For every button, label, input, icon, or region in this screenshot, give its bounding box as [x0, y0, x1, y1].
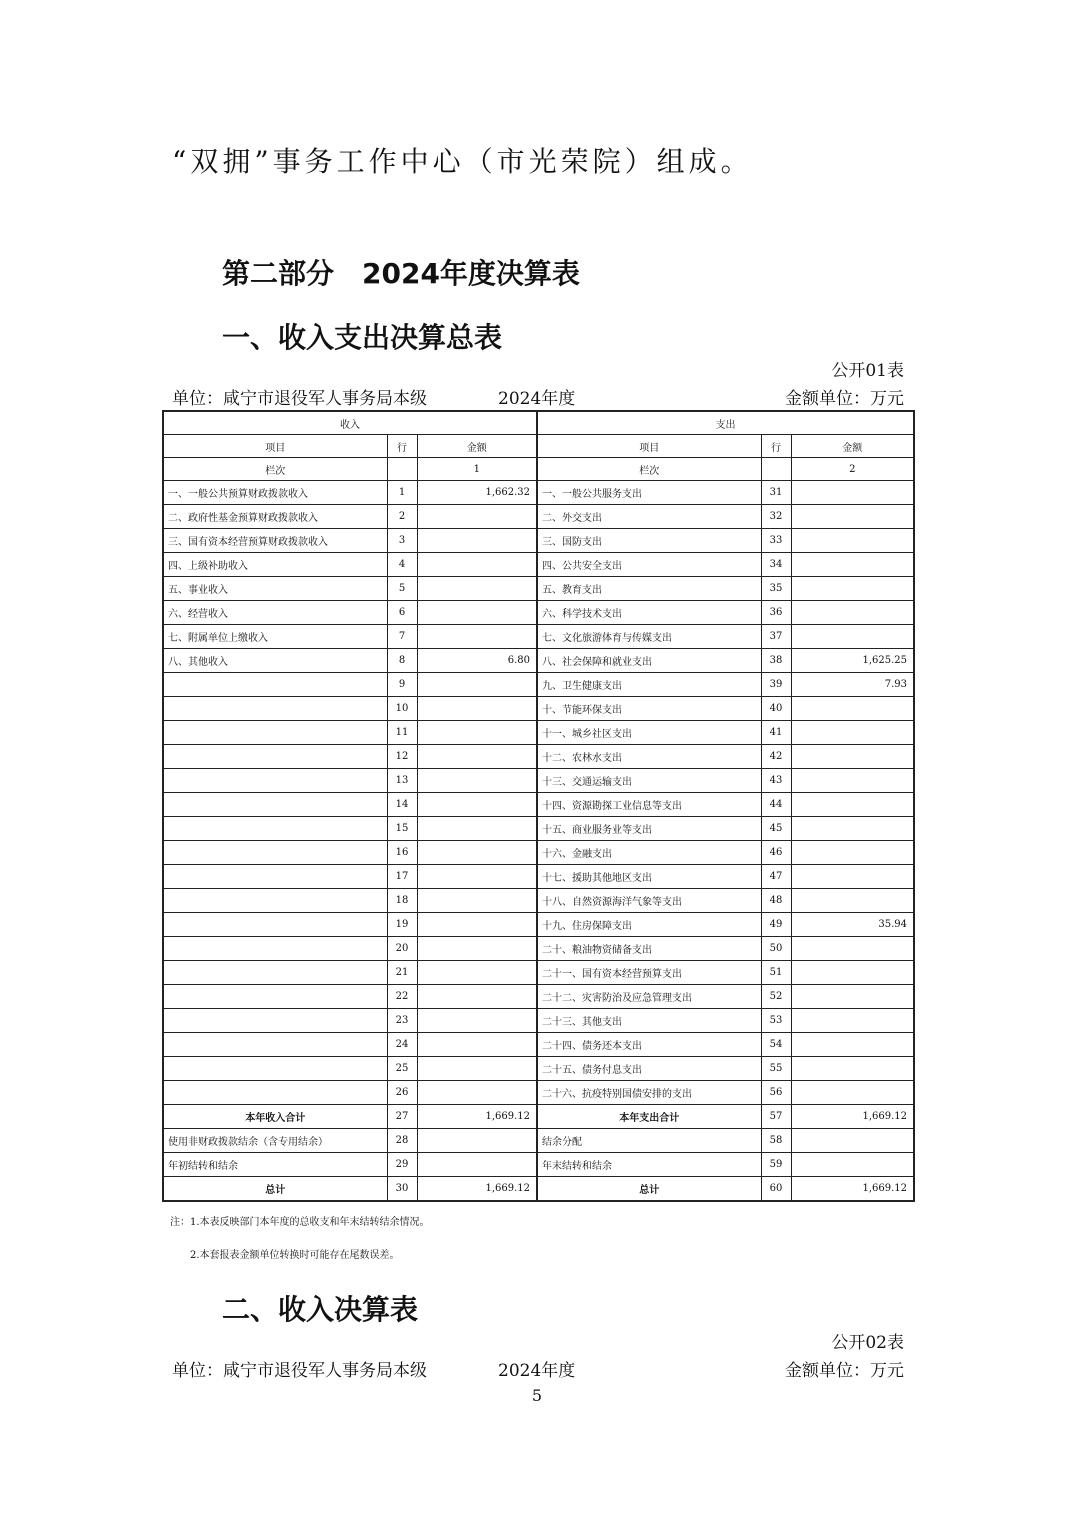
income-amount-cell: [417, 745, 537, 769]
table-row: [163, 913, 914, 937]
expense-item-cell: 十七、援助其他地区支出: [537, 865, 761, 889]
income-amount-cell: [417, 1081, 537, 1105]
expense-amount-cell: 1,669.12: [791, 1177, 914, 1202]
expense-line-cell: 58: [761, 1129, 791, 1153]
expense-item-cell: 二十三、其他支出: [537, 1009, 761, 1033]
table-total-row: [163, 1177, 914, 1202]
income-amount-cell: [417, 937, 537, 961]
income-item-cell: 总计: [163, 1177, 387, 1202]
table-row: [163, 1153, 914, 1177]
expense-amount-cell: [791, 865, 914, 889]
expense-amount-cell: [791, 553, 914, 577]
income-amount-cell: [417, 793, 537, 817]
expense-item-cell: 九、卫生健康支出: [537, 673, 761, 697]
income-amount-cell: [417, 817, 537, 841]
income-line-cell: 3: [387, 529, 417, 553]
table-row: [163, 1057, 914, 1081]
expense-item-cell: 十六、金融支出: [537, 841, 761, 865]
income-line-cell: 22: [387, 985, 417, 1009]
section1-year: 2024年度: [498, 389, 576, 409]
income-amount-cell: 1,669.12: [417, 1105, 537, 1129]
expense-amount-cell: 1,669.12: [791, 1105, 914, 1129]
expense-line-cell: 52: [761, 985, 791, 1009]
table-row: [163, 505, 914, 529]
expense-item-cell: 总计: [537, 1177, 761, 1202]
expense-item-cell: 二十五、债务付息支出: [537, 1057, 761, 1081]
expense-line-cell: 49: [761, 913, 791, 937]
income-amount-cell: [417, 577, 537, 601]
income-line-cell: 1: [387, 481, 417, 505]
income-item-cell: 一、一般公共预算财政拨款收入: [163, 481, 387, 505]
income-seq-label: 栏次: [163, 458, 387, 481]
income-line-cell: 28: [387, 1129, 417, 1153]
income-item-cell: [163, 721, 387, 745]
expense-item-cell: 结余分配: [537, 1129, 761, 1153]
income-item-header: 项目: [163, 435, 387, 458]
income-amount-cell: [417, 1009, 537, 1033]
section2-currency: 金额单位：万元: [785, 1361, 904, 1381]
income-amount-cell: [417, 697, 537, 721]
section2-table-no: 公开02表: [831, 1333, 904, 1353]
expense-amount-cell: [791, 985, 914, 1009]
expense-line-cell: 56: [761, 1081, 791, 1105]
expense-item-cell: 本年支出合计: [537, 1105, 761, 1129]
table-row: [163, 769, 914, 793]
income-item-cell: [163, 937, 387, 961]
table-group-header-row: [163, 411, 914, 435]
income-amount-cell: [417, 985, 537, 1009]
table-seq-row: [163, 458, 914, 481]
expense-amount-cell: [791, 1033, 914, 1057]
income-amount-cell: [417, 889, 537, 913]
expense-item-cell: 五、教育支出: [537, 577, 761, 601]
expense-amount-cell: [791, 1081, 914, 1105]
income-line-cell: 2: [387, 505, 417, 529]
income-seq-empty: [387, 458, 417, 481]
expense-amount-cell: [791, 1129, 914, 1153]
expense-amount-cell: [791, 937, 914, 961]
section1-unit: 单位：咸宁市退役军人事务局本级: [172, 389, 427, 409]
income-amount-cell: [417, 505, 537, 529]
income-line-cell: 10: [387, 697, 417, 721]
income-line-header: 行: [387, 435, 417, 458]
income-line-cell: 4: [387, 553, 417, 577]
income-item-cell: [163, 985, 387, 1009]
expense-line-cell: 45: [761, 817, 791, 841]
expense-item-cell: 一、一般公共服务支出: [537, 481, 761, 505]
income-item-cell: [163, 817, 387, 841]
income-line-cell: 19: [387, 913, 417, 937]
expense-amount-cell: [791, 1009, 914, 1033]
income-line-cell: 25: [387, 1057, 417, 1081]
income-line-cell: 29: [387, 1153, 417, 1177]
table-row: [163, 577, 914, 601]
income-line-cell: 18: [387, 889, 417, 913]
expense-line-cell: 35: [761, 577, 791, 601]
income-line-cell: 13: [387, 769, 417, 793]
expense-line-cell: 46: [761, 841, 791, 865]
table-row: [163, 697, 914, 721]
expense-line-cell: 41: [761, 721, 791, 745]
table-column-header-row: [163, 435, 914, 458]
expense-item-cell: 八、社会保障和就业支出: [537, 649, 761, 673]
income-item-cell: [163, 913, 387, 937]
income-line-cell: 15: [387, 817, 417, 841]
income-item-cell: 使用非财政拨款结余（含专用结余）: [163, 1129, 387, 1153]
expense-amount-cell: [791, 745, 914, 769]
income-amount-cell: [417, 769, 537, 793]
income-line-cell: 26: [387, 1081, 417, 1105]
expense-line-cell: 40: [761, 697, 791, 721]
expense-line-cell: 53: [761, 1009, 791, 1033]
expense-item-cell: 十、节能环保支出: [537, 697, 761, 721]
income-line-cell: 5: [387, 577, 417, 601]
income-item-cell: 五、事业收入: [163, 577, 387, 601]
income-amount-cell: [417, 1033, 537, 1057]
income-item-cell: 七、附属单位上缴收入: [163, 625, 387, 649]
section2-title: 二、收入决算表: [222, 1293, 419, 1326]
expense-item-cell: 十二、农林水支出: [537, 745, 761, 769]
expense-seq-label: 栏次: [537, 458, 761, 481]
income-amount-cell: [417, 625, 537, 649]
income-line-cell: 30: [387, 1177, 417, 1202]
income-line-cell: 9: [387, 673, 417, 697]
income-line-cell: 27: [387, 1105, 417, 1129]
expense-amount-cell: 35.94: [791, 913, 914, 937]
income-item-cell: 八、其他收入: [163, 649, 387, 673]
table-row: [163, 1033, 914, 1057]
income-item-cell: [163, 841, 387, 865]
income-amount-cell: [417, 529, 537, 553]
expense-item-cell: 二十一、国有资本经营预算支出: [537, 961, 761, 985]
expense-item-cell: 六、科学技术支出: [537, 601, 761, 625]
income-line-cell: 16: [387, 841, 417, 865]
expense-item-cell: 十三、交通运输支出: [537, 769, 761, 793]
section1-table-no: 公开01表: [831, 361, 904, 381]
income-amount-cell: [417, 913, 537, 937]
income-item-cell: 六、经营收入: [163, 601, 387, 625]
expense-amount-cell: [791, 577, 914, 601]
income-amount-cell: [417, 841, 537, 865]
expense-line-cell: 42: [761, 745, 791, 769]
expense-amount-cell: 7.93: [791, 673, 914, 697]
income-item-cell: [163, 673, 387, 697]
income-header: 收入: [163, 411, 537, 435]
table-row: [163, 553, 914, 577]
income-amount-cell: [417, 961, 537, 985]
expense-amount-cell: [791, 841, 914, 865]
expense-line-cell: 31: [761, 481, 791, 505]
expense-item-cell: 二十六、抗疫特别国债安排的支出: [537, 1081, 761, 1105]
income-amount-cell: [417, 865, 537, 889]
expense-line-cell: 36: [761, 601, 791, 625]
expense-amount-cell: [791, 961, 914, 985]
expense-item-cell: 七、文化旅游体育与传媒支出: [537, 625, 761, 649]
table-row: [163, 481, 914, 505]
expense-amount-cell: [791, 721, 914, 745]
table-row: [163, 937, 914, 961]
income-line-cell: 14: [387, 793, 417, 817]
section1-currency: 金额单位：万元: [785, 389, 904, 409]
expense-amount-cell: [791, 625, 914, 649]
table-row: [163, 1009, 914, 1033]
table-row: [163, 985, 914, 1009]
income-item-cell: 二、政府性基金预算财政拨款收入: [163, 505, 387, 529]
income-amount-cell: [417, 553, 537, 577]
expense-item-cell: 十八、自然资源海洋气象等支出: [537, 889, 761, 913]
table-total-row: [163, 1105, 914, 1129]
table-row: [163, 721, 914, 745]
expense-line-cell: 32: [761, 505, 791, 529]
income-line-cell: 21: [387, 961, 417, 985]
expense-line-cell: 44: [761, 793, 791, 817]
income-amount-cell: [417, 1129, 537, 1153]
income-line-cell: 12: [387, 745, 417, 769]
income-item-cell: [163, 1057, 387, 1081]
expense-amount-cell: [791, 769, 914, 793]
expense-item-cell: 二十四、债务还本支出: [537, 1033, 761, 1057]
income-item-cell: [163, 889, 387, 913]
income-expense-summary-table: [162, 410, 915, 1202]
table-row: [163, 1081, 914, 1105]
table-row: [163, 889, 914, 913]
page-number: 5: [531, 1386, 543, 1405]
income-amount-header: 金额: [417, 435, 537, 458]
expense-line-cell: 48: [761, 889, 791, 913]
income-item-cell: [163, 697, 387, 721]
expense-amount-cell: 1,625.25: [791, 649, 914, 673]
expense-amount-cell: [791, 481, 914, 505]
expense-line-cell: 54: [761, 1033, 791, 1057]
intro-paragraph: “双拥”事务工作中心（市光荣院）组成。: [172, 145, 753, 178]
income-line-cell: 7: [387, 625, 417, 649]
part-title: 第二部分 2024年度决算表: [222, 257, 580, 290]
expense-amount-header: 金额: [791, 435, 914, 458]
income-amount-cell: [417, 721, 537, 745]
expense-header: 支出: [537, 411, 914, 435]
income-line-cell: 17: [387, 865, 417, 889]
table-row: [163, 601, 914, 625]
expense-line-cell: 37: [761, 625, 791, 649]
expense-line-cell: 39: [761, 673, 791, 697]
expense-amount-cell: [791, 601, 914, 625]
expense-line-cell: 34: [761, 553, 791, 577]
income-amount-cell: 1,669.12: [417, 1177, 537, 1202]
table-row: [163, 1129, 914, 1153]
expense-item-cell: 四、公共安全支出: [537, 553, 761, 577]
expense-item-cell: 十五、商业服务业等支出: [537, 817, 761, 841]
expense-item-cell: 十一、城乡社区支出: [537, 721, 761, 745]
table-row: [163, 961, 914, 985]
expense-seq-number: 2: [791, 458, 914, 481]
section1-title: 一、收入支出决算总表: [222, 321, 503, 354]
table-row: [163, 865, 914, 889]
expense-line-cell: 38: [761, 649, 791, 673]
expense-amount-cell: [791, 889, 914, 913]
expense-amount-cell: [791, 505, 914, 529]
expense-amount-cell: [791, 697, 914, 721]
expense-amount-cell: [791, 817, 914, 841]
expense-line-cell: 51: [761, 961, 791, 985]
income-item-cell: 年初结转和结余: [163, 1153, 387, 1177]
table-row: [163, 529, 914, 553]
expense-item-header: 项目: [537, 435, 761, 458]
income-amount-cell: [417, 1153, 537, 1177]
income-amount-cell: 1,662.32: [417, 481, 537, 505]
income-item-cell: [163, 1009, 387, 1033]
income-item-cell: 本年收入合计: [163, 1105, 387, 1129]
expense-item-cell: 二十、粮油物资储备支出: [537, 937, 761, 961]
expense-line-cell: 55: [761, 1057, 791, 1081]
income-amount-cell: [417, 601, 537, 625]
expense-item-cell: 十九、住房保障支出: [537, 913, 761, 937]
income-item-cell: [163, 793, 387, 817]
table-row: [163, 817, 914, 841]
expense-seq-empty: [761, 458, 791, 481]
table-row: [163, 625, 914, 649]
expense-line-cell: 57: [761, 1105, 791, 1129]
expense-line-cell: 43: [761, 769, 791, 793]
expense-amount-cell: [791, 1153, 914, 1177]
table-row: [163, 649, 914, 673]
expense-item-cell: 三、国防支出: [537, 529, 761, 553]
expense-item-cell: 十四、资源勘探工业信息等支出: [537, 793, 761, 817]
table-row: [163, 841, 914, 865]
expense-amount-cell: [791, 793, 914, 817]
table-row: [163, 745, 914, 769]
income-item-cell: [163, 1081, 387, 1105]
expense-amount-cell: [791, 1057, 914, 1081]
income-line-cell: 8: [387, 649, 417, 673]
income-line-cell: 23: [387, 1009, 417, 1033]
income-line-cell: 20: [387, 937, 417, 961]
expense-line-cell: 60: [761, 1177, 791, 1202]
table-row: [163, 673, 914, 697]
section2-unit: 单位：咸宁市退役军人事务局本级: [172, 1361, 427, 1381]
expense-item-cell: 二十二、灾害防治及应急管理支出: [537, 985, 761, 1009]
income-amount-cell: 6.80: [417, 649, 537, 673]
income-line-cell: 11: [387, 721, 417, 745]
expense-item-cell: 二、外交支出: [537, 505, 761, 529]
note-1: 注：1.本表反映部门本年度的总收支和年末结转结余情况。: [170, 1217, 430, 1228]
income-item-cell: 三、国有资本经营预算财政拨款收入: [163, 529, 387, 553]
expense-line-header: 行: [761, 435, 791, 458]
income-amount-cell: [417, 673, 537, 697]
expense-line-cell: 33: [761, 529, 791, 553]
income-line-cell: 6: [387, 601, 417, 625]
income-line-cell: 24: [387, 1033, 417, 1057]
expense-amount-cell: [791, 529, 914, 553]
expense-line-cell: 59: [761, 1153, 791, 1177]
expense-line-cell: 47: [761, 865, 791, 889]
expense-line-cell: 50: [761, 937, 791, 961]
note-2: 2.本套报表金额单位转换时可能存在尾数误差。: [190, 1250, 400, 1261]
income-amount-cell: [417, 1057, 537, 1081]
income-item-cell: [163, 865, 387, 889]
income-item-cell: [163, 745, 387, 769]
table-row: [163, 793, 914, 817]
income-seq-number: 1: [417, 458, 537, 481]
income-item-cell: [163, 1033, 387, 1057]
section2-year: 2024年度: [498, 1361, 576, 1381]
income-item-cell: [163, 961, 387, 985]
income-item-cell: 四、上级补助收入: [163, 553, 387, 577]
expense-item-cell: 年末结转和结余: [537, 1153, 761, 1177]
income-item-cell: [163, 769, 387, 793]
